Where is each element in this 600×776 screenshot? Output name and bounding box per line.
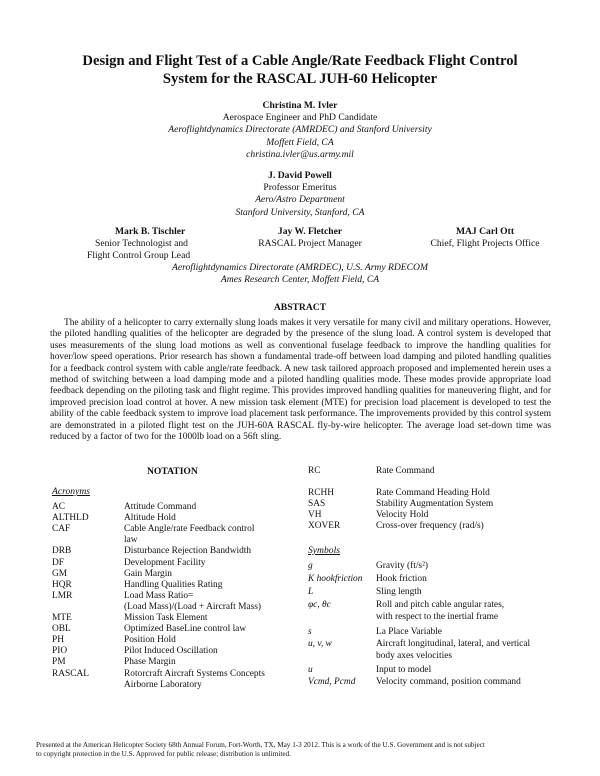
symbol-def: La Place Variable: [376, 627, 442, 637]
author-name: MAJ Carl Ott: [455, 226, 515, 237]
acronym-abbr: DF: [52, 557, 64, 568]
symbol-def: Velocity command, position command: [376, 677, 521, 687]
acronym-def: Gain Margin: [124, 568, 172, 579]
symbols-heading: Symbols: [308, 545, 340, 556]
acronym-abbr: AC: [52, 502, 66, 512]
acronym-abbr: CAF: [52, 524, 71, 535]
author-name: J. David Powell: [268, 170, 332, 181]
symbol-name: φc, θc: [308, 600, 331, 610]
acronym-abbr: ALTHLD: [52, 513, 89, 524]
symbol-def: Hook friction: [376, 574, 427, 584]
symbol-def: Sling length: [376, 587, 422, 597]
acronym-def: Position Hold: [124, 635, 176, 646]
author-role: Aerospace Engineer and PhD Candidate: [222, 112, 378, 124]
symbol-name: g: [308, 561, 313, 571]
symbol-def: Input to model: [376, 665, 432, 675]
acronym-def: Rotorcraft Aircraft Systems Concepts: [124, 668, 265, 679]
symbol-name: L: [308, 587, 314, 597]
symbol-def: Gravity (ft/s²): [376, 561, 429, 571]
acronym-def: Disturbance Rejection Bandwidth: [124, 546, 252, 557]
acronym-def-cont: Airborne Laboratory: [124, 679, 202, 690]
acronyms-heading: Acronyms: [52, 486, 91, 497]
acronym-def-cont: (Load Mass)/(Load + Aircraft Mass): [124, 601, 262, 612]
acronym-abbr: PIO: [52, 646, 68, 657]
footer-line-2: to copyright protection in the U.S. Approved for public release; distribution is unlimited.: [36, 750, 291, 759]
title-line-1: Design and Flight Test of a Cable Angle/Rate Feedback Flight Control: [82, 53, 518, 69]
acronym-abbr: RC: [308, 466, 321, 476]
acronym-abbr: LMR: [52, 590, 73, 601]
acronym-def: Stability Augmentation System: [376, 499, 494, 509]
acronym-abbr: HQR: [52, 579, 72, 590]
notation-heading: NOTATION: [147, 466, 198, 477]
author-name: Christina M. Ivler: [262, 100, 338, 111]
author-block-3: [87, 226, 191, 263]
acronym-def: Attitude Command: [124, 502, 197, 512]
acronym-abbr: OBL: [52, 624, 71, 635]
symbol-name: K hookfriction: [308, 574, 363, 584]
author-block-1: [0, 100, 600, 161]
author-affiliation: Stanford University, Stanford, CA: [235, 206, 365, 218]
acronym-abbr: VH: [308, 510, 322, 520]
paper-title: [40, 52, 560, 88]
symbol-def: Aircraft longitudinal, lateral, and vertical: [376, 639, 531, 649]
author-name: Mark B. Tischler: [115, 226, 186, 237]
author-location: Moffett Field, CA: [266, 136, 334, 148]
author-email[interactable]: christina.ivler@us.army.mil: [246, 148, 354, 160]
author-block-5: [410, 226, 560, 250]
acronym-def: Pilot Induced Oscillation: [124, 646, 218, 657]
footer-note: [36, 741, 556, 760]
symbol-name: u, v, w: [308, 639, 332, 649]
abstract-text: The ability of a helicopter to carry externally slung loads makes it very versatile for many civil and military operations. However, the piloted handling qualities of the helicopter are degraded by the presence of the slung load. A control system is developed that uses measurements of the slung load motions as well as conventional fuselage feedback to improve the handling qualities for hover/low speed operations. Prior research has shown a fundamental trade-off between load damping and piloted handling qualities for a feedback control system with cable angle/rate feedback. A new task tailored approach proposed and implemented herein uses a method of switching between a load damping mode and a piloted handling qualities mode. These modes provide appropriate load feedback depending on the piloting task and flight regime. This provides improved handling qualities for maneuvering flight, and for improved precision load control at hover. A new mission task element (MTE) for precision load placement is developed to test the ability of the cable feedback system to improve load placement task performance. The improvements provided by this control system are demonstrated in a piloted flight test on the JUH-60A RASCAL fly-by-wire helicopter. The average load set-down time was reduced by a factor of two for the 1000lb load on a 56ft sling.: [50, 318, 551, 443]
symbol-name: u: [308, 665, 313, 675]
title-line-2: System for the RASCAL JUH-60 Helicopter: [162, 71, 438, 87]
acronym-def-cont: law: [124, 535, 138, 546]
acronym-abbr: XOVER: [308, 521, 341, 531]
footer-line-1: Presented at the American Helicopter Society 68th Annual Forum, Fort-Worth, TX, May 1-3 2012. This is a work of the U.S. Government and is not subject: [36, 741, 485, 749]
author-role: RASCAL Project Manager: [258, 238, 362, 250]
author-role: Chief, Flight Projects Office: [430, 238, 540, 250]
shared-affiliation-line-2: Ames Research Center, Moffett Field, CA: [220, 274, 380, 286]
acronym-def: Altitude Hold: [124, 513, 176, 524]
acronym-abbr: GM: [52, 568, 68, 579]
abstract-heading: ABSTRACT: [273, 302, 327, 313]
author-dept: Aero/Astro Department: [255, 194, 345, 206]
symbol-def-cont: body axes velocities: [376, 651, 453, 661]
author-affiliation: Aeroflightdynamics Directorate (AMRDEC) and Stanford University: [168, 124, 432, 136]
acronym-def: Load Mass Ratio=: [124, 590, 194, 601]
acronym-abbr: PH: [52, 635, 64, 646]
acronym-abbr: SAS: [308, 499, 326, 509]
acronym-def: Phase Margin: [124, 657, 176, 668]
acronym-abbr: RCHH: [308, 488, 335, 498]
shared-affiliation: [0, 262, 600, 286]
acronym-abbr: DRB: [52, 546, 72, 557]
acronym-def: Rate Command Heading Hold: [376, 488, 490, 498]
acronym-def: Rate Command: [376, 466, 435, 476]
author-role-line-2: Flight Control Group Lead: [87, 250, 191, 262]
acronym-def: Development Facility: [124, 557, 206, 568]
author-name: Jay W. Fletcher: [277, 226, 343, 237]
author-block-2: [0, 170, 600, 219]
acronym-def: Cross-over frequency (rad/s): [376, 521, 484, 531]
author-block-4: [250, 226, 370, 250]
symbol-name: s: [308, 627, 312, 637]
symbol-def: Roll and pitch cable angular rates,: [376, 600, 505, 610]
acronym-def: Cable Angle/rate Feedback control: [124, 524, 255, 535]
symbol-def-cont: with respect to the inertial frame: [376, 612, 499, 622]
author-role-line-1: Senior Technologist and: [95, 238, 188, 250]
symbol-name: Vcmd, Pcmd: [308, 677, 356, 687]
acronym-def: Mission Task Element: [124, 613, 208, 623]
acronym-abbr: MTE: [52, 613, 72, 623]
acronym-abbr: RASCAL: [52, 668, 89, 679]
acronym-abbr: PM: [52, 657, 66, 668]
acronym-def: Velocity Hold: [376, 510, 429, 520]
shared-affiliation-line-1: Aeroflightdynamics Directorate (AMRDEC), U.S. Army RDECOM: [172, 262, 428, 273]
author-role: Professor Emeritus: [263, 182, 337, 194]
acronym-def: Optimized BaseLine control law: [124, 624, 247, 635]
acronym-def: Handling Qualities Rating: [124, 579, 223, 590]
